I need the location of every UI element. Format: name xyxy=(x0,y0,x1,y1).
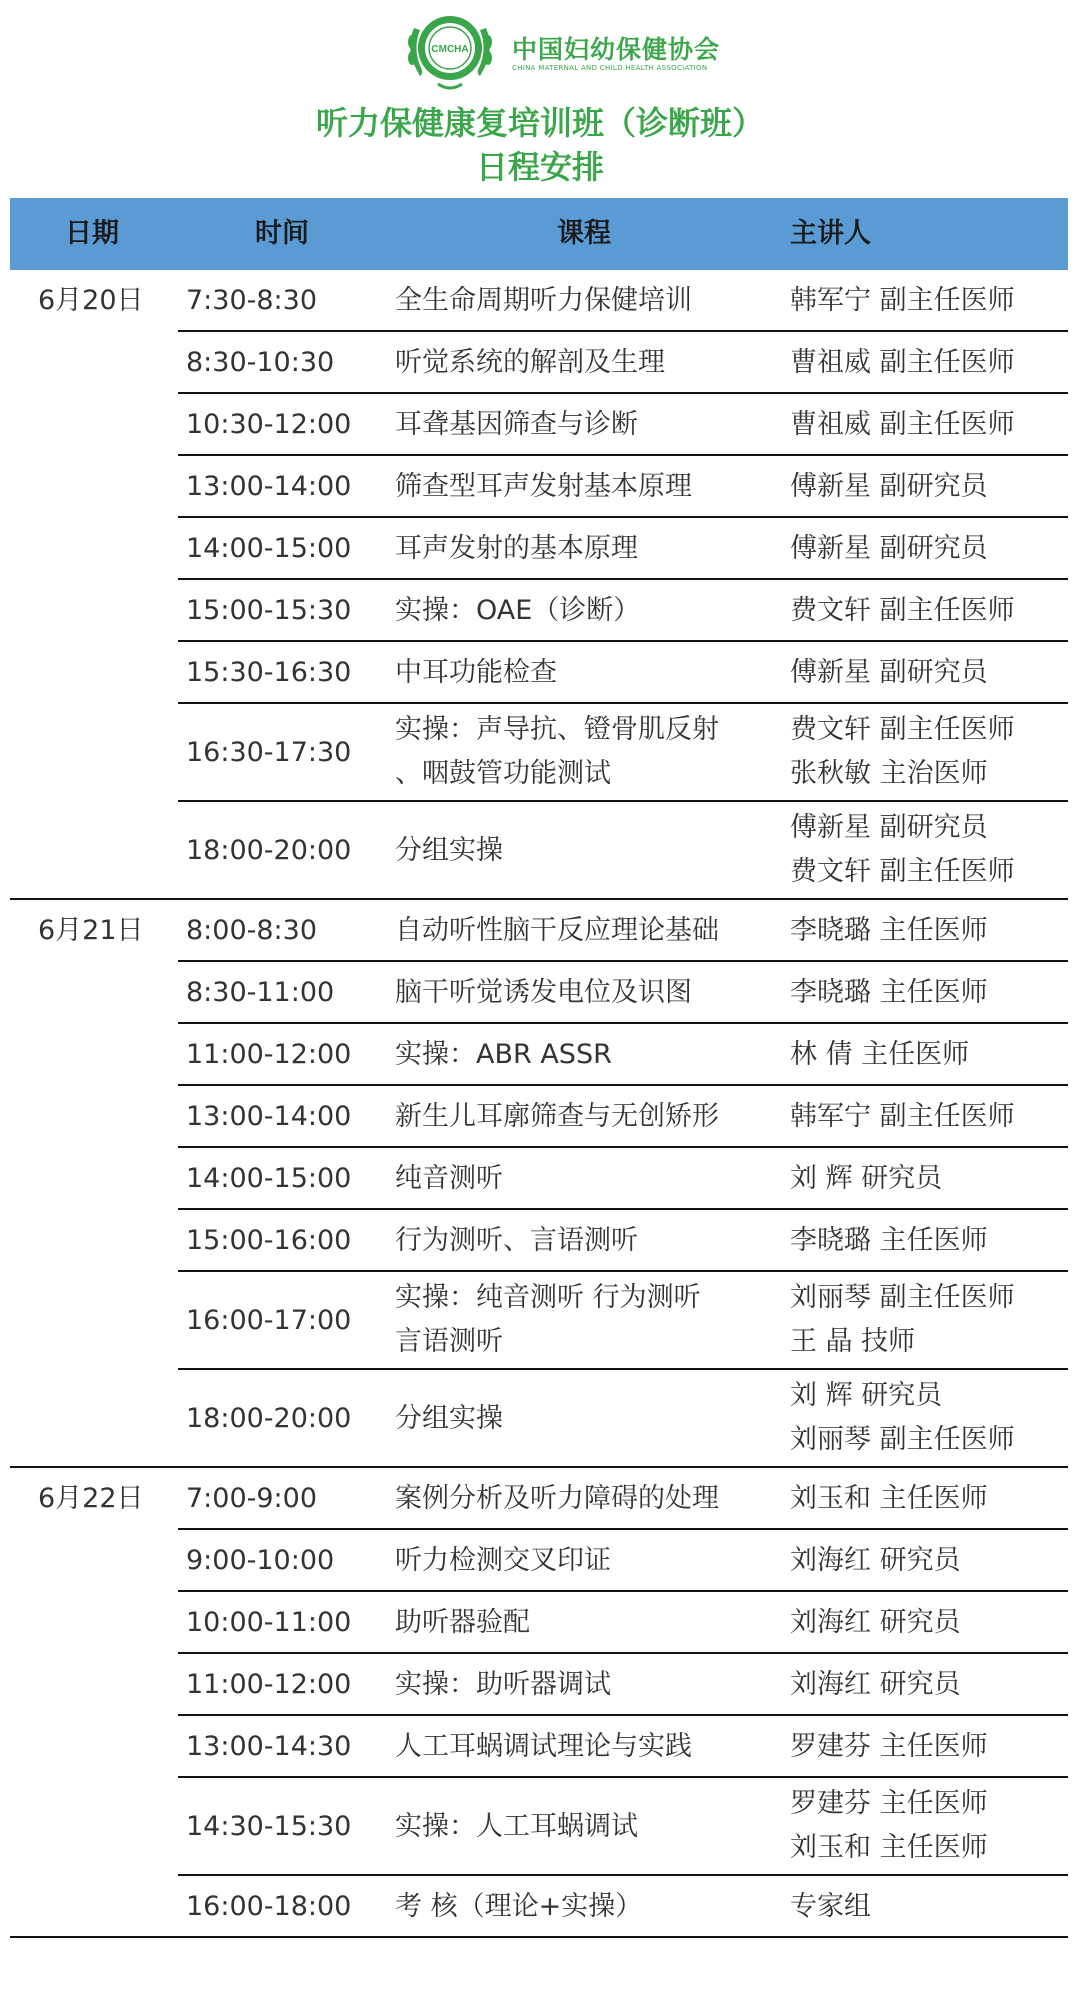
speaker-name: 刘 辉 研究员 xyxy=(790,1163,943,1194)
course-title: 、咽鼓管功能测试 xyxy=(395,758,611,789)
session-time: 10:30-12:00 xyxy=(186,409,352,440)
course-title: 脑干听觉诱发电位及识图 xyxy=(395,977,692,1008)
course-title: 纯音测听 xyxy=(395,1163,503,1194)
session-time: 14:00-15:00 xyxy=(186,1163,352,1194)
session-time: 8:30-11:00 xyxy=(186,977,335,1008)
course-title: 人工耳蜗调试理论与实践 xyxy=(395,1731,692,1762)
session-time: 8:30-10:30 xyxy=(186,347,335,378)
session-time: 13:00-14:30 xyxy=(186,1731,352,1762)
emblem-text: CMCHA xyxy=(431,44,469,55)
session-time: 10:00-11:00 xyxy=(186,1607,352,1638)
session-time: 7:30-8:30 xyxy=(186,285,318,316)
course-title: 全生命周期听力保健培训 xyxy=(395,285,692,316)
speaker-name: 王 晶 技师 xyxy=(790,1326,916,1357)
course-title: 助听器验配 xyxy=(395,1607,530,1638)
table-row xyxy=(178,642,1068,704)
speaker-name: 刘海红 研究员 xyxy=(790,1607,961,1638)
table-header xyxy=(10,198,1068,270)
org-name-en: CHINA MATERNAL AND CHILD HEALTH ASSOCIATION xyxy=(512,64,708,72)
date-label: 6月21日 xyxy=(38,915,144,946)
speaker-name: 刘海红 研究员 xyxy=(790,1545,961,1576)
session-time: 11:00-12:00 xyxy=(186,1669,352,1700)
course-title: 行为测听、言语测听 xyxy=(395,1225,638,1256)
date-label: 6月20日 xyxy=(38,285,144,316)
speaker-name: 专家组 xyxy=(790,1891,871,1922)
session-time: 16:30-17:30 xyxy=(186,737,352,768)
session-time: 18:00-20:00 xyxy=(186,835,352,866)
session-time: 9:00-10:00 xyxy=(186,1545,335,1576)
session-time: 14:00-15:00 xyxy=(186,533,352,564)
course-title: 听力检测交叉印证 xyxy=(395,1545,611,1576)
speaker-name: 李晓璐 主任医师 xyxy=(790,915,988,946)
table-row xyxy=(178,1530,1068,1592)
speaker-name: 罗建芬 主任医师 xyxy=(790,1731,988,1762)
table-row xyxy=(178,1468,1068,1530)
table-row xyxy=(178,900,1068,962)
course-title: 实操：OAE（诊断） xyxy=(395,595,641,626)
course-title: 实操：人工耳蜗调试 xyxy=(395,1811,638,1842)
session-time: 18:00-20:00 xyxy=(186,1403,352,1434)
session-time: 7:00-9:00 xyxy=(186,1483,318,1514)
session-time: 11:00-12:00 xyxy=(186,1039,352,1070)
speaker-name: 费文轩 副主任医师 xyxy=(790,595,1015,626)
speaker-name: 傅新星 副研究员 xyxy=(790,533,988,564)
speaker-name: 傅新星 副研究员 xyxy=(790,471,988,502)
table-row xyxy=(178,580,1068,642)
session-time: 16:00-18:00 xyxy=(186,1891,352,1922)
course-title: 耳声发射的基本原理 xyxy=(395,533,638,564)
table-row xyxy=(178,270,1068,332)
cmcha-emblem-icon xyxy=(400,8,500,92)
course-title: 自动听性脑干反应理论基础 xyxy=(395,915,719,946)
speaker-name: 刘玉和 主任医师 xyxy=(790,1483,988,1514)
speaker-name: 曹祖威 副主任医师 xyxy=(790,347,1015,378)
day-divider xyxy=(10,1936,1068,1938)
table-row xyxy=(178,1592,1068,1654)
speaker-name: 罗建芬 主任医师 xyxy=(790,1788,988,1819)
table-row xyxy=(178,1778,1068,1876)
session-time: 13:00-14:00 xyxy=(186,471,352,502)
course-title: 筛查型耳声发射基本原理 xyxy=(395,471,692,502)
speaker-name: 林 倩 主任医师 xyxy=(790,1039,970,1070)
course-title: 实操：声导抗、镫骨肌反射 xyxy=(395,714,719,745)
course-title: 中耳功能检查 xyxy=(395,657,557,688)
speaker-name: 刘海红 研究员 xyxy=(790,1669,961,1700)
course-title: 新生儿耳廓筛查与无创矫形 xyxy=(395,1101,719,1132)
table-row xyxy=(178,1370,1068,1468)
header-speaker: 主讲人 xyxy=(790,218,871,249)
table-row xyxy=(178,1654,1068,1716)
speaker-name: 李晓璐 主任医师 xyxy=(790,977,988,1008)
page-title: 听力保健康复培训班（诊断班） xyxy=(315,104,764,142)
course-title: 考 核（理论+实操） xyxy=(395,1891,643,1922)
course-title: 实操：纯音测听 行为测听 xyxy=(395,1282,701,1313)
table-row xyxy=(178,802,1068,900)
course-title: 实操：ABR ASSR xyxy=(395,1039,612,1070)
session-time: 15:00-15:30 xyxy=(186,595,352,626)
speaker-name: 韩军宁 副主任医师 xyxy=(790,285,1015,316)
table-row xyxy=(178,332,1068,394)
speaker-name: 傅新星 副研究员 xyxy=(790,812,988,843)
table-row xyxy=(178,1210,1068,1272)
speaker-name: 刘玉和 主任医师 xyxy=(790,1832,988,1863)
table-row xyxy=(178,704,1068,802)
session-time: 15:30-16:30 xyxy=(186,657,352,688)
course-title: 分组实操 xyxy=(395,835,503,866)
course-title: 案例分析及听力障碍的处理 xyxy=(395,1483,719,1514)
header-time: 时间 xyxy=(255,218,309,249)
session-time: 14:30-15:30 xyxy=(186,1811,352,1842)
table-row xyxy=(178,394,1068,456)
speaker-name: 刘丽琴 副主任医师 xyxy=(790,1282,1015,1313)
session-time: 13:00-14:00 xyxy=(186,1101,352,1132)
table-row xyxy=(178,1272,1068,1370)
table-row xyxy=(178,1086,1068,1148)
org-name-cn: 中国妇幼保健协会 xyxy=(512,35,721,64)
speaker-name: 张秋敏 主治医师 xyxy=(790,758,988,789)
table-row xyxy=(178,1148,1068,1210)
speaker-name: 刘 辉 研究员 xyxy=(790,1380,943,1411)
table-row xyxy=(178,1876,1068,1938)
session-time: 15:00-16:00 xyxy=(186,1225,352,1256)
table-row xyxy=(178,962,1068,1024)
page-header xyxy=(0,0,1080,190)
course-title: 言语测听 xyxy=(395,1326,503,1357)
course-title: 分组实操 xyxy=(395,1403,503,1434)
page-subtitle: 日程安排 xyxy=(475,148,604,186)
header-course: 课程 xyxy=(557,218,611,249)
date-label: 6月22日 xyxy=(38,1483,144,1514)
speaker-name: 韩军宁 副主任医师 xyxy=(790,1101,1015,1132)
table-row xyxy=(178,518,1068,580)
course-title: 听觉系统的解剖及生理 xyxy=(395,347,665,378)
speaker-name: 傅新星 副研究员 xyxy=(790,657,988,688)
speaker-name: 刘丽琴 副主任医师 xyxy=(790,1424,1015,1455)
table-row xyxy=(178,1024,1068,1086)
header-date: 日期 xyxy=(65,218,119,249)
speaker-name: 李晓璐 主任医师 xyxy=(790,1225,988,1256)
org-logo xyxy=(400,8,720,92)
speaker-name: 曹祖威 副主任医师 xyxy=(790,409,1015,440)
table-row xyxy=(178,1716,1068,1778)
session-time: 16:00-17:00 xyxy=(186,1305,352,1336)
speaker-name: 费文轩 副主任医师 xyxy=(790,714,1015,745)
session-time: 8:00-8:30 xyxy=(186,915,318,946)
course-title: 实操：助听器调试 xyxy=(395,1669,611,1700)
table-row xyxy=(178,456,1068,518)
course-title: 耳聋基因筛查与诊断 xyxy=(395,409,638,440)
speaker-name: 费文轩 副主任医师 xyxy=(790,856,1015,887)
